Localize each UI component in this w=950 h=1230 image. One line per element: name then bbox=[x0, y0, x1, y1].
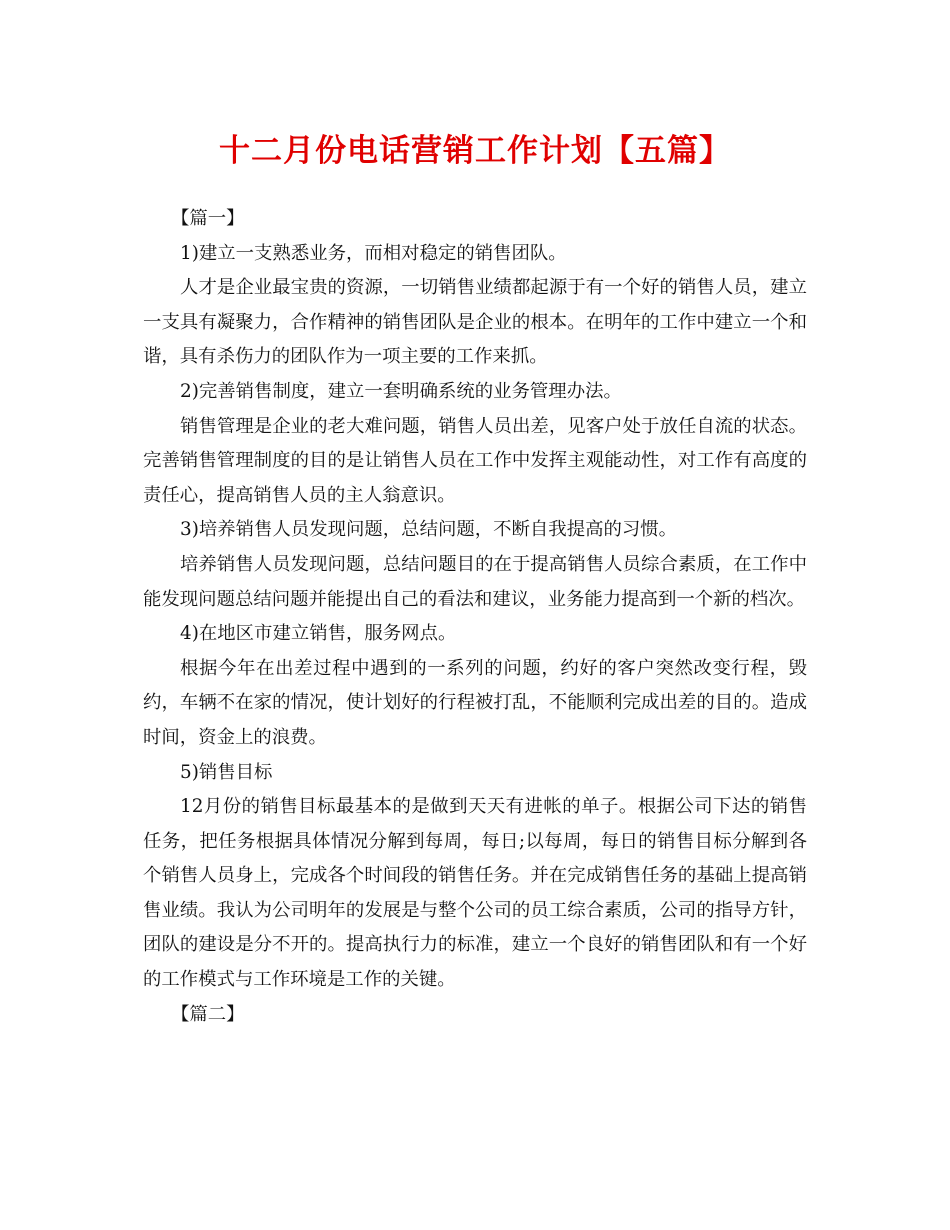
document-title: 十二月份电话营销工作计划【五篇】 bbox=[219, 133, 731, 169]
section-heading-1: 【篇一】 bbox=[171, 208, 245, 229]
body-paragraph: 销售管理是企业的老大难问题，销售人员出差，见客户处于放任自流的状态。完善销售管理制度的目的是让销售人员在工作中发挥主观能动性，对工作有高度的责任心，提高销售人员的主人翁意识。 bbox=[143, 415, 807, 506]
body-paragraph: 培养销售人员发现问题，总结问题目的在于提高销售人员综合素质，在工作中能发现问题总结问题并能提出自己的看法和建议，业务能力提高到一个新的档次。 bbox=[143, 553, 807, 610]
body-paragraph: 12月份的销售目标最基本的是做到天天有进帐的单子。根据公司下达的销售任务，把任务根据具体情况分解到每周，每日;以每周，每日的销售目标分解到各个销售人员身上，完成各个时间段的销售任务。并在完成销售任务的基础上提高销售业绩。我认为公司明年的发展是与整个公司的员工综合素质，公司的指导方针，团队的建设是分不开的。提高执行力的标准，建立一个良好的销售团队和有一个好的工作模式与工作环境是工作的关键。 bbox=[143, 796, 807, 991]
body-paragraph: 人才是企业最宝贵的资源，一切销售业绩都起源于有一个好的销售人员，建立一支具有凝聚力，合作精神的销售团队是企业的根本。在明年的工作中建立一个和谐，具有杀伤力的团队作为一项主要的工作来抓。 bbox=[143, 277, 807, 368]
body-paragraph: 根据今年在出差过程中遇到的一系列的问题，约好的客户突然改变行程，毁约，车辆不在家的情况，使计划好的行程被打乱，不能顺利完成出差的目的。造成时间，资金上的浪费。 bbox=[143, 657, 807, 748]
item-heading-3: 3)培养销售人员发现问题，总结问题，不断自我提高的习惯。 bbox=[180, 519, 678, 541]
document-body bbox=[143, 202, 807, 1032]
item-heading-1: 1)建立一支熟悉业务，而相对稳定的销售团队。 bbox=[180, 242, 567, 264]
item-heading-5: 5)销售目标 bbox=[180, 761, 273, 783]
item-heading-4: 4)在地区市建立销售，服务网点。 bbox=[180, 623, 457, 645]
section-heading-2: 【篇二】 bbox=[171, 1003, 245, 1025]
item-heading-2: 2)完善销售制度，建立一套明确系统的业务管理办法。 bbox=[180, 380, 622, 402]
